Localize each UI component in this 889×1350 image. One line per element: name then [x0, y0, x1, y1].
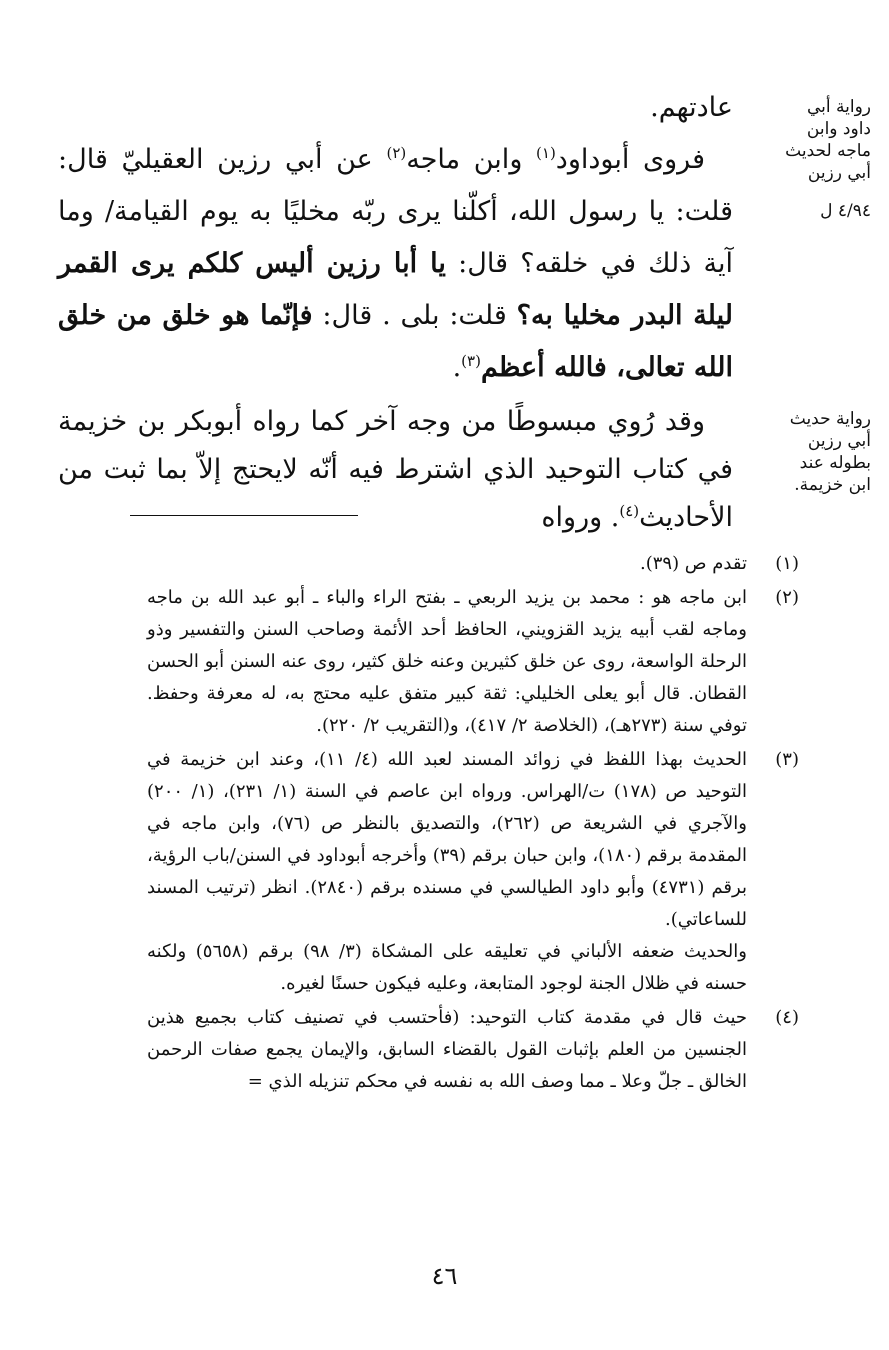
- text-segment: قلت: بلى . قال:: [312, 300, 517, 331]
- footnote-text: حيث قال في مقدمة كتاب التوحيد: (فأحتسب في تصنيف كتاب بجميع هذين الجنسين من العلم بإثبات القول بالقضاء السابق، والإيمان يجمع صفات الرحمن الخالق ـ جلّ وعلا ـ مما وصف الله به نفسه في محكم تنزيله الذي =: [147, 1007, 748, 1092]
- footnote-text: والحديث ضعفه الألباني في تعليقه على المشكاة (٣/ ٩٨) برقم (٥٦٥٨) ولكنه حسنه في ظلال الجنة لوجود المتابعة، وعليه فيكون حسنًا لغيره.: [147, 941, 747, 994]
- footnote-number: (٤): [775, 1007, 799, 1028]
- footnote-ref-2[interactable]: (٢): [386, 144, 407, 162]
- footnote-number: (٢): [775, 587, 799, 608]
- margin-note-abu-dawud: رواية أبي داود وابن ماجه لحديث أبي رزين: [785, 97, 871, 183]
- footnote-number: (١): [775, 553, 799, 574]
- footnote-separator: [130, 515, 358, 516]
- paragraph-1: [58, 82, 733, 134]
- hadith-quote: يا أبا رزين أليس كلكم يرى القمر ليلة البدر مخليا به؟: [58, 248, 733, 331]
- text-segment: عن أبي رزين العقيليّ قال: قلت: يا رسول الله، أكلّنا يرى ربّه مخليًا به يوم القيامة/ وما آية ذلك في خلقه؟ قال:: [58, 144, 733, 279]
- footnote-4: [147, 1002, 799, 1098]
- text-segment: فروى أبوداود: [555, 144, 705, 175]
- footnote-3-continued: [147, 936, 747, 1000]
- footnote-1: [147, 548, 799, 580]
- margin-note-manuscript-ref: ٤/٩٤ ل: [820, 201, 871, 221]
- text-segment: .: [452, 352, 462, 383]
- footnote-number: (٣): [775, 749, 799, 770]
- footnote-3: [147, 744, 799, 936]
- main-text-block: [58, 82, 733, 394]
- footnotes: [147, 548, 799, 1098]
- footnote-2: [147, 582, 799, 742]
- paragraph-3: [58, 398, 733, 542]
- text-segment: وقد رُوي مبسوطًا من وجه آخر كما رواه أبوبكر بن خزيمة في كتاب التوحيد الذي اشترط فيه أنّه لايحتج إلاّ بما ثبت من الأحاديث: [58, 406, 733, 533]
- footnote-ref-4[interactable]: (٤): [619, 502, 640, 520]
- footnote-ref-3[interactable]: (٣): [461, 352, 481, 370]
- hadith-quote: فإنّما هو خلق من خلق الله تعالى، فالله أعظم: [58, 300, 733, 383]
- page-number: ٤٦: [431, 1262, 458, 1290]
- paragraph-1-text: عادتهم.: [650, 92, 733, 123]
- paragraph-2: [58, 134, 733, 394]
- main-text-block-2: [58, 398, 733, 542]
- footnote-ref-1[interactable]: (١): [536, 144, 556, 162]
- footnote-text: تقدم ص (٣٩).: [639, 553, 747, 574]
- footnote-text: الحديث بهذا اللفظ في زوائد المسند لعبد الله (٤/ ١١)، وعند ابن خزيمة في التوحيد ص (١٧٨) ت/الهراس. ورواه ابن عاصم في السنة (١/ ٢٣١)، (١/ ٢٠٠) والآجري في الشريعة ص (٢٦٢)، والتصديق بالنظر ص (٧٦)، وابن ماجه في المقدمة برقم (١٨٠)، وابن حبان برقم (٣٩) وأخرجه أبوداود في السنن/باب الرؤية، برقم (٤٧٣١) وأبو داود الطيالسي في مسنده برقم (٢٨٤٠). انظر (ترتيب المسند للساعاتي).: [147, 749, 748, 930]
- text-segment: . ورواه: [541, 502, 620, 533]
- footnote-text: ابن ماجه هو : محمد بن يزيد الربعي ـ بفتح الراء والباء ـ أبو عبد الله بن ماجه وماجه لقب أبيه يزيد القزويني، الحافظ أحد الأئمة وصاحب السنن والتفسير وذو الرحلة الواسعة، روى عن خلق كثيرين وعنه خلق كثير، روى عنه السنن أبو الحسن القطان. قال أبو يعلى الخليلي: ثقة كبير متفق عليه محتج به، له معرفة وحفظ. توفي سنة (٢٧٣هـ)، (الخلاصة ٢/ ٤١٧)، و(التقريب ٢/ ٢٢٠).: [147, 587, 747, 736]
- text-segment: وابن ماجه: [406, 144, 537, 175]
- margin-note-ibn-khuzaymah: رواية حديث أبي رزين بطوله عند ابن خزيمة.: [789, 409, 871, 495]
